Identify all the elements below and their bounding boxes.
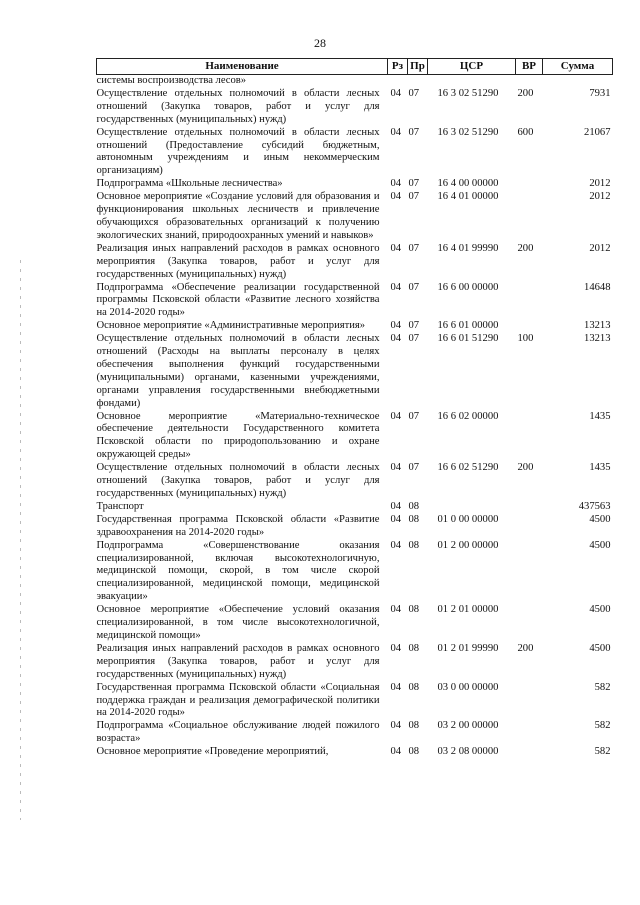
table-row: [97, 746, 613, 759]
header-pr: Пр: [408, 59, 428, 75]
cell-pr: [408, 75, 428, 88]
cell-name: Осуществление отдельных полномочий в области лесных отношений (Предоставление субсидий бюджетным, автономным учреждениям и иным некоммерческим организациям): [96, 126, 380, 177]
header-rz: Рз: [388, 59, 408, 75]
cell-rz: 04: [390, 462, 402, 474]
cell-sum: 4500: [589, 642, 611, 654]
table-header-row: [97, 59, 613, 75]
cell-vr: 200: [517, 242, 534, 254]
cell-pr: 07: [408, 126, 420, 138]
cell-rz: 04: [390, 642, 402, 654]
cell-pr: 07: [408, 87, 420, 99]
header-vr: ВР: [516, 59, 543, 75]
cell-sum: 582: [594, 746, 611, 758]
cell-name: Государственная программа Псковской области «Развитие здравоохранения на 2014-2020 годы»: [96, 513, 380, 538]
cell-sum: 21067: [584, 126, 611, 138]
cell-name: системы воспроизводства лесов»: [97, 75, 388, 88]
cell-pr: 07: [408, 281, 420, 293]
cell-rz: 04: [390, 242, 402, 254]
table-row: [97, 282, 613, 321]
cell-name: Реализация иных направлений расходов в рамках основного мероприятия (Закупка товаров, работ и услуг для государственных (муниципальных) нужд): [96, 242, 380, 280]
cell-sum: 4500: [589, 513, 611, 525]
cell-vr: [516, 178, 543, 191]
cell-sum: 13213: [584, 333, 611, 345]
cell-sum: 1435: [589, 410, 611, 422]
cell-vr: [516, 540, 543, 605]
cell-vr: [516, 282, 543, 321]
cell-csr: 16 6 00 00000: [437, 281, 499, 293]
cell-csr: 03 2 00 00000: [437, 720, 499, 732]
cell-csr: 16 6 02 51290: [437, 462, 499, 474]
cell-name: Основное мероприятие «Материально-техническое обеспечение деятельности Государственного комитета Псковской области по природопользованию и охране окружающей среды»: [96, 410, 380, 461]
cell-vr: [516, 75, 543, 88]
table-row: [97, 643, 613, 682]
cell-name: Основное мероприятие «Обеспечение условий оказания специализированной, в том числе высокотехнологичной, медицинской помощи»: [96, 604, 380, 641]
cell-sum: 2012: [589, 242, 611, 254]
cell-name: Осуществление отдельных полномочий в области лесных отношений (Расходы на выплаты персоналу в целях обеспечения выполнения функций государственными (муниципальными) органами, казенными учреждениями, органами управления государственными внебюджетными фондами): [96, 333, 380, 409]
cell-name: Государственная программа Псковской области «Социальная поддержка граждан и реализация демографической политики на 2014-2020 годы»: [96, 681, 380, 719]
cell-csr: [428, 75, 516, 88]
budget-table: [96, 58, 613, 759]
cell-pr: 07: [408, 320, 420, 332]
table-row: [97, 501, 613, 514]
cell-name: Подпрограмма «Обеспечение реализации государственной программы Псковской области «Развитие лесного хозяйства на 2014-2020 годы»: [96, 281, 380, 319]
cell-pr: 07: [408, 191, 420, 203]
cell-name: Основное мероприятие «Создание условий для образования и функционирования школьных лесничеств и привлечение обучающихся образовательных организаций к получению экологических знаний, природоохранных умений и навыков»: [96, 191, 380, 241]
cell-vr: [516, 604, 543, 643]
table-row: [97, 682, 613, 721]
cell-sum: 7931: [589, 87, 611, 99]
cell-rz: 04: [390, 333, 402, 345]
scan-edge-artifact: [20, 260, 21, 820]
cell-rz: 04: [390, 320, 402, 332]
cell-vr: [516, 720, 543, 746]
cell-csr: 16 3 02 51290: [437, 87, 499, 99]
table-row: [97, 462, 613, 501]
cell-rz: 04: [390, 539, 402, 551]
cell-rz: 04: [390, 126, 402, 138]
cell-pr: 08: [408, 604, 420, 616]
cell-rz: 04: [390, 681, 402, 693]
cell-vr: [516, 514, 543, 540]
table-row: [97, 191, 613, 243]
cell-vr: 600: [517, 126, 534, 138]
cell-sum: 1435: [589, 462, 611, 474]
cell-pr: 08: [408, 539, 420, 551]
cell-vr: [516, 682, 543, 721]
cell-pr: 08: [408, 681, 420, 693]
cell-rz: 04: [390, 500, 402, 512]
cell-rz: 04: [390, 604, 402, 616]
table-row: [97, 720, 613, 746]
cell-pr: 08: [408, 720, 420, 732]
table-row: [97, 320, 613, 333]
table-row: [97, 604, 613, 643]
cell-pr: 07: [408, 242, 420, 254]
cell-csr: 01 2 00 00000: [437, 539, 499, 551]
cell-vr: 200: [517, 642, 534, 654]
cell-pr: 08: [408, 642, 420, 654]
cell-rz: 04: [390, 410, 402, 422]
cell-sum: [543, 75, 613, 88]
cell-name: Основное мероприятие «Административные мероприятия»: [96, 320, 366, 332]
cell-pr: 08: [408, 500, 420, 512]
table-row: [97, 243, 613, 282]
cell-csr: 16 4 00 00000: [437, 178, 499, 190]
cell-name: Основное мероприятие «Проведение мероприятий,: [96, 746, 329, 758]
cell-sum: 4500: [589, 539, 611, 551]
table-row: [97, 540, 613, 605]
cell-csr: 16 6 01 51290: [437, 333, 499, 345]
cell-vr: [516, 746, 543, 759]
cell-name: Осуществление отдельных полномочий в области лесных отношений (Закупка товаров, работ и услуг для государственных (муниципальных) нужд): [96, 462, 380, 499]
header-sum: Сумма: [543, 59, 613, 75]
table-row: [97, 88, 613, 127]
cell-name: Реализация иных направлений расходов в рамках основного мероприятия (Закупка товаров, работ и услуг для государственных (муниципальных) нужд): [96, 642, 380, 680]
cell-csr: 03 2 08 00000: [437, 746, 499, 758]
cell-sum: 2012: [589, 178, 611, 190]
cell-csr: 16 3 02 51290: [437, 126, 499, 138]
table-row: [97, 127, 613, 179]
cell-rz: 04: [390, 191, 402, 203]
cell-csr: 16 4 01 99990: [437, 242, 499, 254]
cell-rz: 04: [390, 720, 402, 732]
table-row: [97, 333, 613, 410]
cell-sum: 13213: [584, 320, 611, 332]
cell-vr: 100: [517, 333, 534, 345]
header-csr: ЦСР: [428, 59, 516, 75]
cell-csr: 03 0 00 00000: [437, 681, 499, 693]
cell-csr: 01 2 01 99990: [437, 642, 499, 654]
cell-sum: 4500: [589, 604, 611, 616]
cell-pr: 08: [408, 746, 420, 758]
cell-vr: 200: [517, 462, 534, 474]
cell-csr: 16 6 01 00000: [437, 320, 499, 332]
cell-rz: 04: [390, 87, 402, 99]
table-row: [97, 514, 613, 540]
cell-pr: 07: [408, 333, 420, 345]
cell-pr: 08: [408, 513, 420, 525]
header-name: Наименование: [97, 59, 388, 75]
table-row: [97, 178, 613, 191]
cell-name: Подпрограмма «Социальное обслуживание людей пожилого возраста»: [96, 720, 380, 745]
cell-vr: [516, 320, 543, 333]
cell-vr: 200: [517, 87, 534, 99]
cell-csr: 16 4 01 00000: [437, 191, 499, 203]
cell-name: Транспорт: [96, 500, 144, 512]
cell-pr: 07: [408, 410, 420, 422]
cell-csr: 16 6 02 00000: [437, 410, 499, 422]
cell-csr: 01 2 01 00000: [437, 604, 499, 616]
cell-name: Подпрограмма «Школьные лесничества»: [96, 178, 283, 190]
cell-csr: 01 0 00 00000: [437, 513, 499, 525]
cell-sum: 14648: [584, 281, 611, 293]
cell-sum: 582: [594, 720, 611, 732]
cell-vr: [516, 191, 543, 243]
cell-vr: [516, 501, 543, 514]
cell-vr: [516, 411, 543, 463]
cell-name: Осуществление отдельных полномочий в области лесных отношений (Закупка товаров, работ и услуг для государственных (муниципальных) нужд): [96, 87, 380, 125]
cell-rz: 04: [390, 178, 402, 190]
table-row: [97, 411, 613, 463]
cell-rz: 04: [390, 513, 402, 525]
cell-sum: 2012: [589, 191, 611, 203]
cell-csr: [428, 501, 516, 514]
cell-sum: 437563: [578, 500, 611, 512]
cell-rz: 04: [390, 746, 402, 758]
cell-rz: 04: [390, 281, 402, 293]
cell-pr: 07: [408, 462, 420, 474]
cell-rz: [388, 75, 408, 88]
table-row: [97, 75, 613, 88]
cell-pr: 07: [408, 178, 420, 190]
cell-name: Подпрограмма «Совершенствование оказания специализированной, включая высокотехнологичную, медицинской помощи, скорой, в том числе скорой специализированной, медицинской помощи, медицинской эвакуации»: [96, 539, 380, 603]
page-number: 28: [314, 36, 326, 50]
cell-sum: 582: [594, 681, 611, 693]
